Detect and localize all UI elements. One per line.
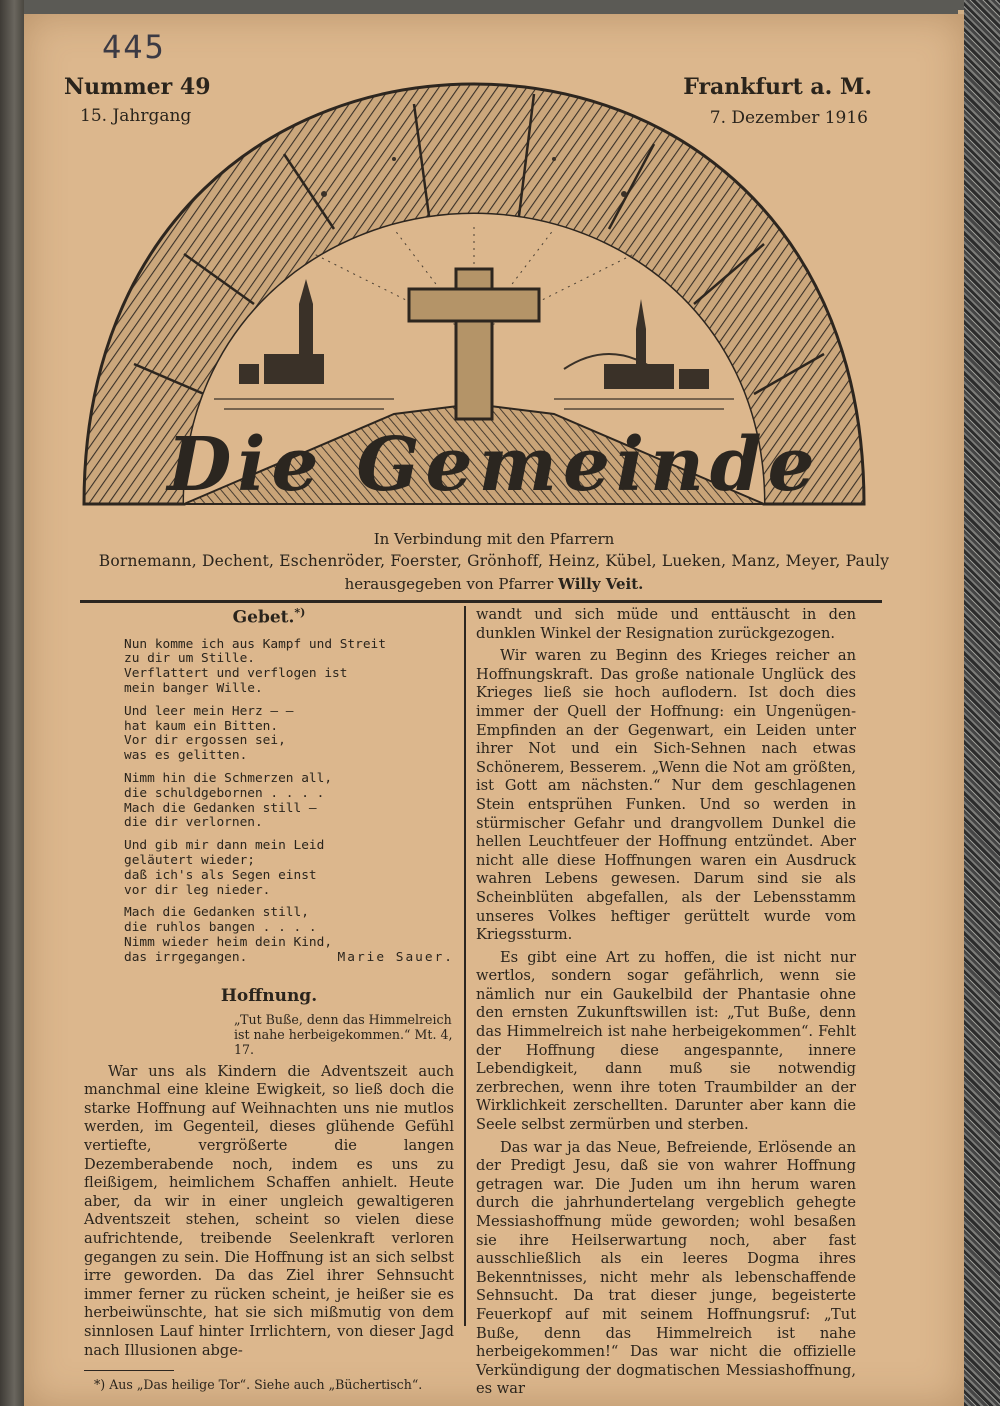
poem-line: zu dir um Stille. [124,651,255,667]
right-column [476,606,856,1399]
paragraph: Wir waren zu Beginn des Krieges reicher an Hoffnungskraft. Das große nationale Unglück des Krieges ließ sie hoch auflodern. Ist doch dies immer der Quell der Hoffnung: ein Ungenügen-Empfinden an der Gegenwart, ein Leiden unter ihrer Not und ein Sich-Sehnen nach etwas Schönerem, Besserem. „Wenn die Not am größten, ist Gott am nächsten.“ Nur dem geschlagenen Stein entsprühen Funken. Und so werden in stürmischer Gefahr und drangvollem Dunkel die hellen Leuchtfeuer der Hoffnung entzündet. Aber nicht alle diese Hoffnungen waren ein Ausdruck wahren Lebens gewesen. Darum sind sie als Scheinblüten abgefallen, als der Lebensstamm unseres Volkes heftiger gerüttelt wurde vom Kriegssturm. [476,647,856,944]
poem-title-mark: *) [294,606,306,619]
poem-line: vor dir leg nieder. [124,882,271,898]
stanza [124,772,454,831]
subtitle-line-1: In Verbindung mit den Pfarrern [373,530,615,548]
poem-author: Marie Sauer. [337,949,454,965]
poem-title-text: Gebet. [232,607,295,628]
subtitle-editor [24,575,964,593]
place: Frankfurt a. M. [683,74,872,100]
volume: 15. Jahrgang [80,106,192,126]
poem-line: Und gib mir dann mein Leid [124,838,325,854]
poem-line: das irrgegangen. [124,949,248,965]
marbled-cover [964,0,1000,1406]
poem-line: Und leer mein Herz — — [124,703,294,719]
issue-number: Nummer 49 [64,74,211,100]
stanza [124,839,454,898]
stanza [124,638,454,697]
poem-line: was es gelitten. [124,748,248,764]
issue-date: 7. Dezember 1916 [709,108,868,128]
poem-line: Nun komme ich aus Kampf und Streit [124,636,386,652]
article-title: Hoffnung. [220,985,318,1006]
left-column [84,606,454,1392]
poem-line: mein banger Wille. [124,681,263,697]
footnote-rule [84,1370,174,1371]
poem [84,638,454,966]
paragraph: wandt und sich müde und enttäuscht in den dunklen Winkel der Resignation zurückgezogen. [476,606,856,642]
masthead-title: Die Gemeinde [167,422,821,508]
newspaper-page [24,14,964,1406]
poem-line: geläutert wieder; [124,853,255,869]
editor-prefix: herausgegeben von Pfarrer [344,575,554,593]
stanza [124,906,454,965]
paragraph: Es gibt eine Art zu hoffen, die ist nicht nur wertlos, sondern sogar gefährlich, wenn sie nämlich nur ein Gaukelbild der Phantasie ohne den ernsten Zukunftswillen ist: „Tut Buße, denn das Himmelreich ist nahe herbeigekommen“. Fehlt der Hoffnung diese angespannte, innere Lebendigkeit, dann muß sie notwendig zerbrechen, wenn ihre toten Traumbilder an der Wirklichkeit zerschellten. Darunter aber kann die Seele selbst zermürben und sterben. [476,948,856,1134]
poem-line: Mach die Gedanken still — [124,800,317,816]
poem-line: daß ich's als Segen einst [124,867,317,883]
column-divider [464,606,466,1326]
article-epigraph: „Tut Buße, denn das Himmelreich ist nahe herbeigekommen.“ Mt. 4, 17. [234,1011,453,1057]
article-left-text [84,1063,454,1361]
poem-line: Nimm wieder heim dein Kind, [124,935,333,950]
poem-line: die ruhlos bangen . . . . [124,920,317,936]
footnote: *) Aus „Das heilige Tor“. Siehe auch „Büchertisch“. [94,1377,423,1393]
paragraph: Das war ja das Neue, Befreiende, Erlösende an der Predigt Jesu, daß sie von wahrer Hoffnung getragen war. Die Juden um ihn herum waren durch die jahrhundertelang vergeblich gehegte Messiashoffnung müde geworden; wohl besaßen sie ihre Heilserwartung noch, aber fast ausschließlich als ein leeres Dogma ihres Bekenntnisses, nicht mehr als lebenschaffende Sehnsucht. Da trat dieser junge, begeisterte Feuerkopf auf mit seinem Hoffnungsruf: „Tut Buße, denn das Himmelreich ist nahe herbeigekommen!“ Das war nicht die offizielle Verkündigung der dogmatischen Messiashoffnung, es war [476,1138,856,1398]
stanza [124,705,454,764]
poem-title [84,606,454,628]
paragraph: War uns als Kindern die Adventszeit auch manchmal eine kleine Ewigkeit, so ließ doch die starke Hoffnung auf Weihnachten uns nie mutlos werden, im Gegenteil, dieses glühende Gefühl vertiefte, vergrößerte die langen Dezemberabende noch, indem es uns zu fleißigem, heimlichem Schaffen anhielt. Heute aber, da wir in einer ungleich gewaltigeren Adventszeit stehen, scheint so vielen diese aufrichtende, treibende Seelenkraft verloren gegangen zu sein. Die Hoffnung ist an sich selbst irre geworden. Da das Ziel ihrer Sehnsucht immer ferner zu rücken scheint, je heißer sie es herbeiwünschte, hat sie sich mißmutig von dem sinnlosen Lauf hinter Irrlichtern, von dieser Jagd nach Illusionen abge- [84,1062,454,1359]
poem-line: Verflattert und verflogen ist [124,666,348,682]
poem-line: Nimm hin die Schmerzen all, [124,771,333,787]
editor-name: Willy Veit. [558,575,644,593]
poem-line: Mach die Gedanken still, [124,905,309,921]
subtitle-pastors: Bornemann, Dechent, Eschenröder, Foerster, Grönhoff, Heinz, Kübel, Lueken, Manz, Meyer, Pauly [98,552,890,570]
header-rule [80,600,882,603]
handwritten-number: 445 [102,28,166,66]
poem-line: hat kaum ein Bitten. [124,718,279,734]
poem-line: die dir verlornen. [124,815,263,831]
book-binding [0,0,24,1406]
poem-line: Vor dir ergossen sei, [124,733,286,749]
poem-line: die schuldgebornen . . . . [124,785,325,801]
